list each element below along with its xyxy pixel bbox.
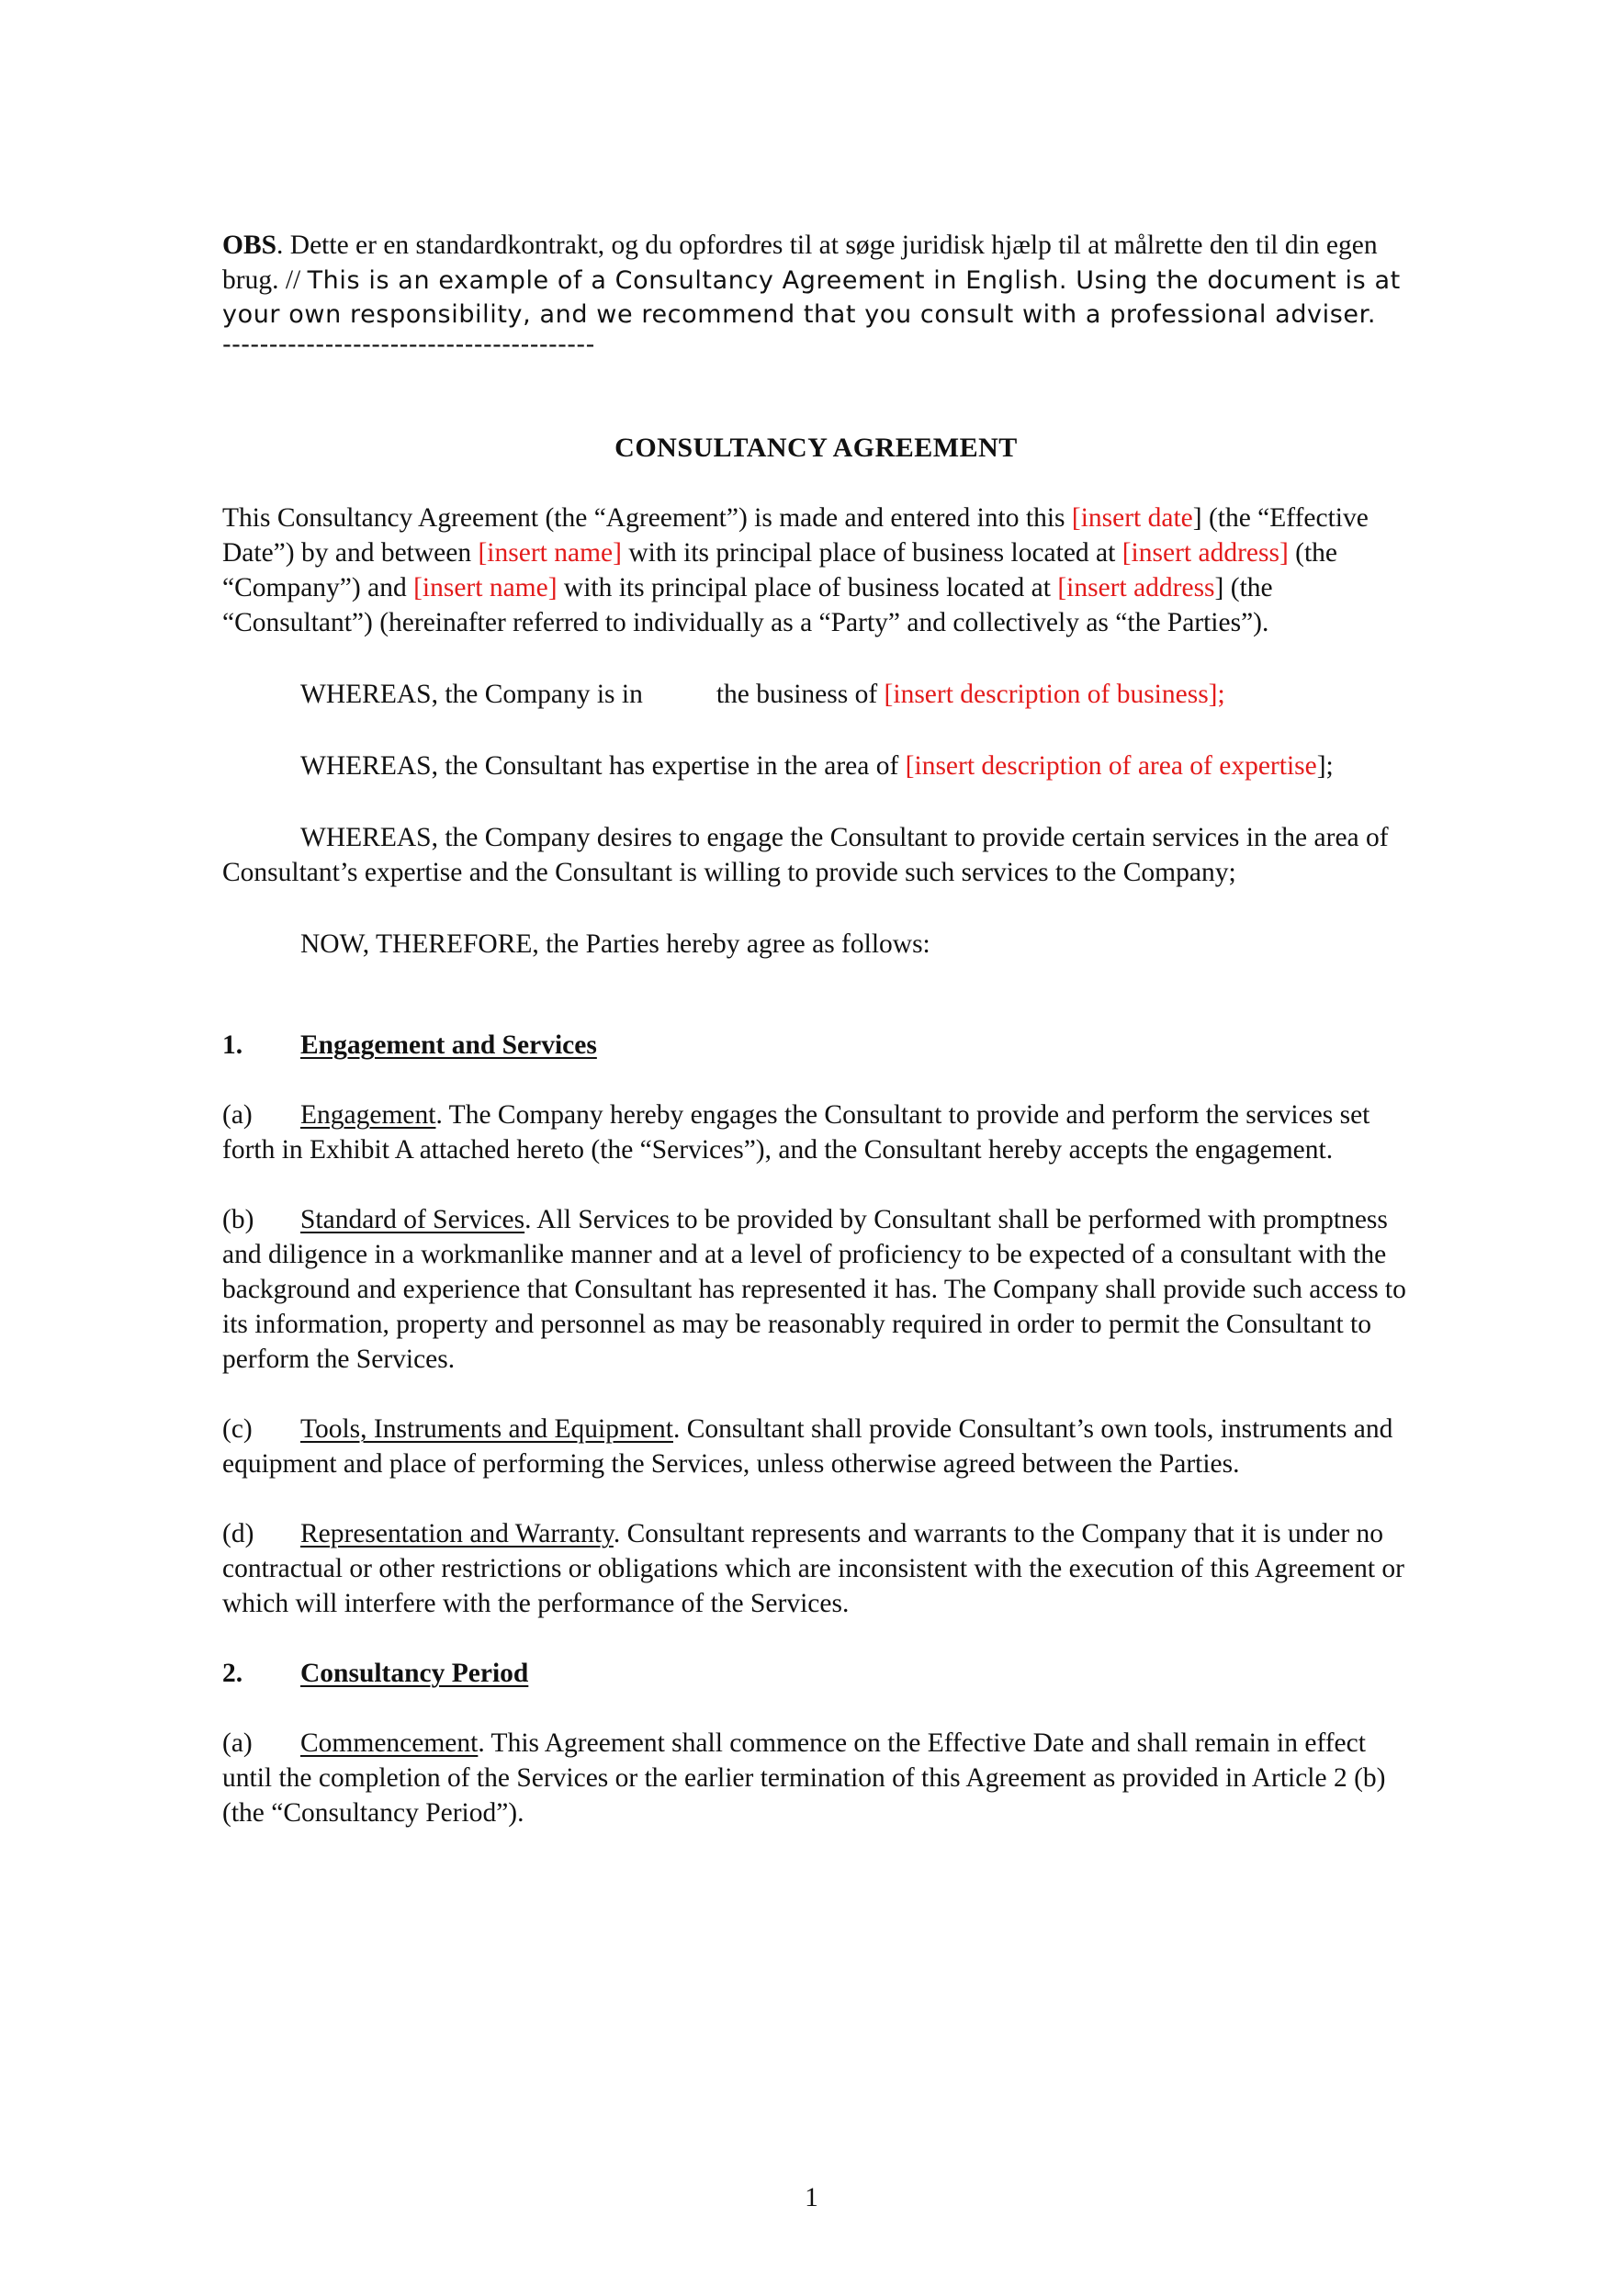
intro-paragraph: This Consultancy Agreement (the “Agreement”) is made and entered into this [insert date] (the “Effective Date”) by and between [insert name] with its principal place of business located at [insert address] (the “Company”) and [insert name] with its principal place of business located at [insert address] (the “Consultant”) (hereinafter referred to individually as a “Party” and collectively as “the Parties”). bbox=[222, 503, 1369, 637]
placeholder-consultant-name: [insert name] bbox=[413, 573, 558, 602]
clause-1b: (b) Standard of Services. All Services to be provided by Consultant shall be performed with promptness and diligence in a workmanlike manner and at a level of proficiency to be expected of a consultant with the background and experience that Consultant has represented it has. The Company shall provide such access to its information, property and personnel as may be reasonably required in order to permit the Consultant to perform the Services. bbox=[222, 1205, 1406, 1374]
whereas-business: WHEREAS, the Company is in the business of [insert description of business]; bbox=[300, 680, 1225, 709]
section-1-number: 1. bbox=[222, 1030, 243, 1060]
section-1-title: Engagement and Services bbox=[300, 1030, 597, 1060]
danish-disclaimer: . Dette er en standardkontrakt, og du opfordres til at søge juridisk hjælp til at målrette den til din egen brug. // bbox=[222, 231, 1378, 295]
clause-1a-heading: Engagement bbox=[300, 1100, 436, 1130]
whereas-engagement: WHEREAS, the Company desires to engage the Consultant to provide certain services in the area of Consultant’s expertise and the Consultant is willing to provide such services to the Company; bbox=[222, 823, 1389, 887]
placeholder-date: [insert date bbox=[1071, 503, 1193, 533]
placeholder-company-address: [insert address] bbox=[1121, 538, 1289, 568]
clause-1d: (d) Representation and Warranty. Consultant represents and warrants to the Company that it is under no contractual or other restrictions or obligations which are inconsistent with the execution of this Agreement or which will interfere with the performance of the Services. bbox=[222, 1519, 1404, 1618]
clause-2a-heading: Commencement bbox=[300, 1728, 479, 1758]
clause-2a: (a) Commencement. This Agreement shall commence on the Effective Date and shall remain in effect until the completion of the Services or the earlier termination of this Agreement as provided in Article 2 (b) (the “Consultancy Period”). bbox=[222, 1728, 1386, 1828]
clause-1b-heading: Standard of Services bbox=[300, 1205, 525, 1234]
section-2-title: Consultancy Period bbox=[300, 1659, 529, 1688]
document-title: CONSULTANCY AGREEMENT bbox=[614, 433, 1018, 463]
clause-1c: (c) Tools, Instruments and Equipment. Consultant shall provide Consultant’s own tools, instruments and equipment and place of performing the Services, unless otherwise agreed between the Parties. bbox=[222, 1414, 1393, 1479]
clause-1a: (a) Engagement. The Company hereby engages the Consultant to provide and perform the services set forth in Exhibit A attached hereto (the “Services”), and the Consultant hereby accepts the engagement. bbox=[222, 1100, 1370, 1165]
placeholder-business-description: [insert description of business]; bbox=[884, 680, 1225, 709]
placeholder-expertise: [insert description of area of expertise bbox=[905, 751, 1317, 781]
page-number: 1 bbox=[805, 2183, 818, 2212]
now-therefore: NOW, THEREFORE, the Parties hereby agree as follows: bbox=[300, 929, 930, 959]
clause-1d-heading: Representation and Warranty bbox=[300, 1519, 614, 1548]
section-2-heading bbox=[222, 1656, 1410, 1691]
obs-label: OBS bbox=[222, 231, 277, 260]
section-1-heading bbox=[222, 1028, 1410, 1063]
whereas-expertise: WHEREAS, the Consultant has expertise in the area of [insert description of area of expertise]; bbox=[300, 751, 1334, 781]
clause-1c-heading: Tools, Instruments and Equipment bbox=[300, 1414, 673, 1444]
separator-rule: ---------------------------------------- bbox=[222, 331, 595, 359]
english-disclaimer: This is an example of a Consultancy Agreement in English. Using the document is at your own responsibility, and we recommend that you consult with a professional adviser. bbox=[222, 266, 1401, 329]
section-2-number: 2. bbox=[222, 1659, 243, 1688]
disclaimer-notice bbox=[222, 228, 1410, 332]
placeholder-company-name: [insert name] bbox=[478, 538, 622, 568]
placeholder-consultant-address: [insert address bbox=[1057, 573, 1215, 602]
